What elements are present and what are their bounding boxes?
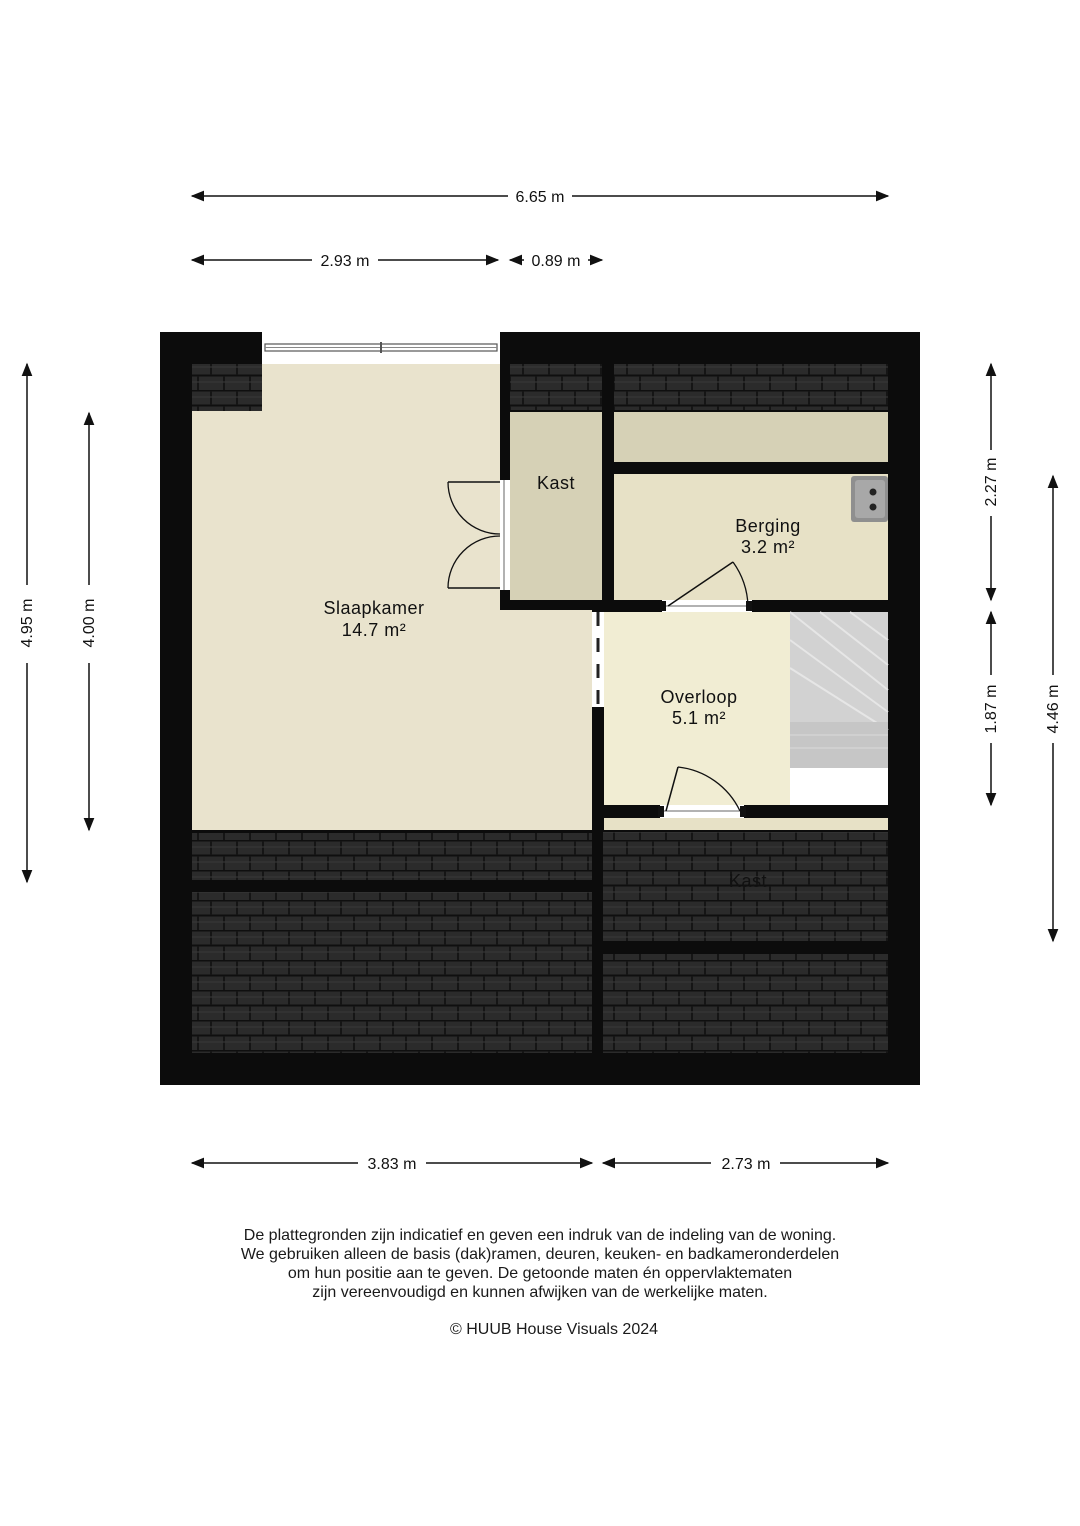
sink-icon bbox=[851, 476, 888, 522]
disclaimer bbox=[0, 1226, 1080, 1302]
staircase bbox=[790, 612, 888, 805]
overloop-label: Overloop bbox=[660, 687, 738, 707]
disclaimer-line: zijn vereenvoudigd en kunnen afwijken van de werkelijke maten. bbox=[312, 1284, 768, 1301]
overloop-threshold-strip bbox=[604, 818, 888, 830]
svg-text:2.93 m: 2.93 m bbox=[320, 253, 370, 270]
svg-text:2.27 m: 2.27 m bbox=[983, 457, 1000, 507]
roof-area-bottom-right-lower bbox=[603, 954, 888, 1053]
svg-text:4.46 m: 4.46 m bbox=[1045, 684, 1062, 734]
slaapkamer-area: 14.7 m² bbox=[341, 620, 407, 640]
svg-text:0.89 m: 0.89 m bbox=[531, 253, 581, 270]
svg-text:3.83 m: 3.83 m bbox=[367, 1156, 417, 1173]
overloop-area: 5.1 m² bbox=[671, 708, 727, 728]
dimension-slaapkamer-width bbox=[192, 253, 498, 270]
svg-text:2.73 m: 2.73 m bbox=[721, 1156, 771, 1173]
disclaimer-line: om hun positie aan te geven. De getoonde maten én oppervlaktematen bbox=[287, 1265, 793, 1282]
roof-area-top-middle bbox=[510, 364, 602, 410]
berging-label: Berging bbox=[735, 516, 801, 536]
svg-text:4.95 m: 4.95 m bbox=[19, 598, 36, 648]
disclaimer-line: De plattegronden zijn indicatief en geven een indruk van de indeling van de woning. bbox=[243, 1227, 837, 1244]
disclaimer-line: We gebruiken alleen de basis (dak)ramen, deuren, keuken- en badkameronderdelen bbox=[240, 1246, 840, 1263]
roof-area-bottom-left-lower bbox=[192, 892, 592, 1053]
roof-area-top-right bbox=[614, 364, 888, 410]
window-top bbox=[262, 332, 500, 364]
svg-text:6.65 m: 6.65 m bbox=[515, 189, 565, 206]
wall-opening-overloop bbox=[592, 612, 604, 707]
dimension-overloop-depth bbox=[983, 612, 1000, 805]
copyright: © HUUB House Visuals 2024 bbox=[449, 1321, 659, 1338]
svg-text:4.00 m: 4.00 m bbox=[81, 598, 98, 648]
roof-area-top-left bbox=[192, 364, 262, 411]
dimension-right-depth bbox=[1045, 476, 1062, 941]
kast-top-floor bbox=[510, 412, 602, 600]
berging-area: 3.2 m² bbox=[740, 537, 796, 557]
svg-text:1.87 m: 1.87 m bbox=[983, 684, 1000, 734]
dimension-bottom-right bbox=[603, 1156, 888, 1173]
dimension-total-width bbox=[192, 189, 888, 206]
dimension-bottom-left bbox=[192, 1156, 592, 1173]
dimension-depth-inner bbox=[81, 413, 98, 830]
storage-strip bbox=[614, 412, 888, 462]
kast-bottom-label: Kast bbox=[728, 871, 768, 891]
roof-area-bottom-left-upper bbox=[192, 833, 592, 880]
slaapkamer-label: Slaapkamer bbox=[323, 598, 425, 618]
dimension-kast-width bbox=[510, 253, 602, 270]
dimension-depth-outer bbox=[19, 364, 36, 882]
kast-top-label: Kast bbox=[536, 473, 576, 493]
dimension-berging-depth bbox=[983, 364, 1000, 600]
